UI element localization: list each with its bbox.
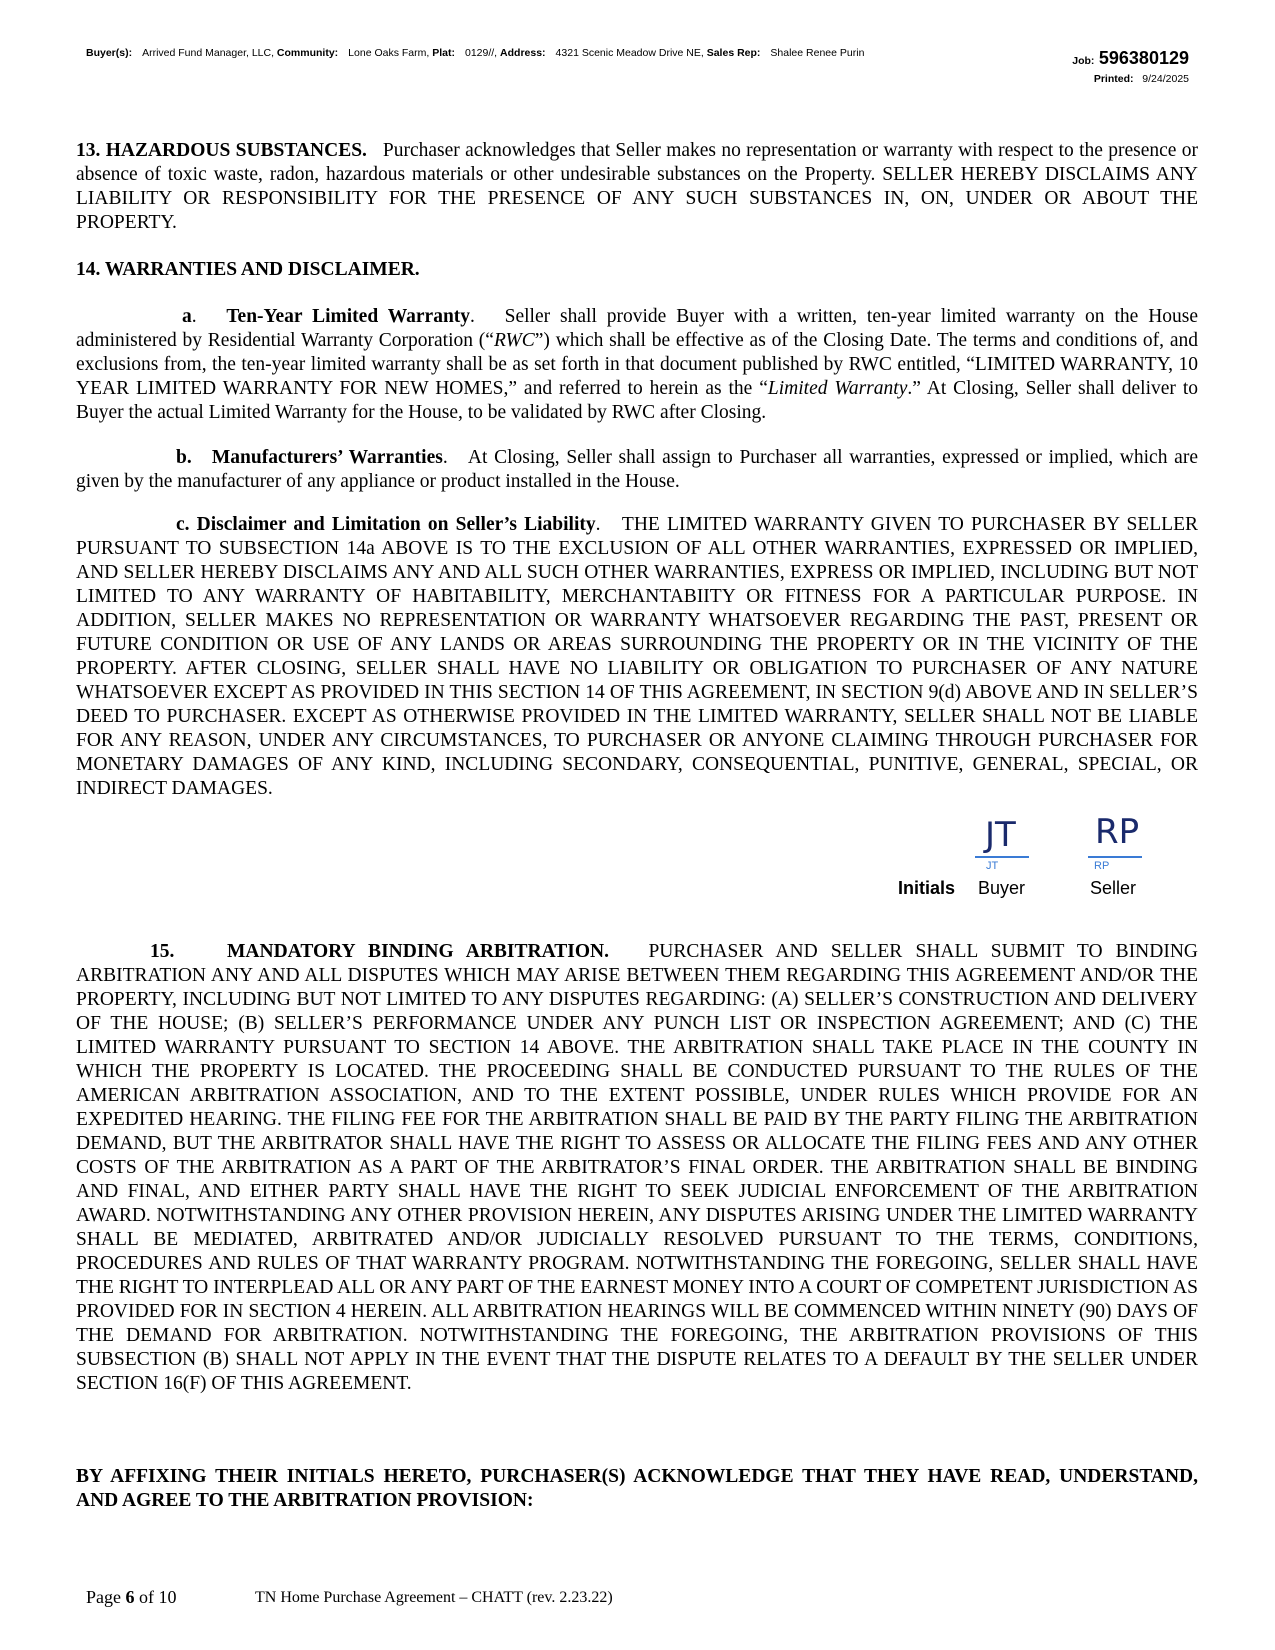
seller-initials-stamp: RP xyxy=(1094,860,1110,872)
address-value: 4321 Scenic Meadow Drive NE, xyxy=(555,47,704,59)
page-num: 6 xyxy=(125,1587,135,1607)
section-15-heading: MANDATORY BINDING ARBITRATION. xyxy=(227,941,609,962)
seller-label: Seller xyxy=(1090,878,1137,898)
seller-initials-signature: RP xyxy=(1095,812,1140,852)
plat-label: Plat: xyxy=(432,47,455,59)
page-prefix: Page xyxy=(86,1587,121,1607)
section-14-heading: 14. WARRANTIES AND DISCLAIMER. xyxy=(76,259,420,280)
plat-value: 0129//, xyxy=(464,47,498,59)
section-14a-limited-warranty: Limited Warranty xyxy=(767,378,908,399)
section-14a-rwc: RWC xyxy=(493,330,535,351)
header-info xyxy=(86,47,864,59)
section-14c-title: c. Disclaimer and Limitation on Seller’s Liability xyxy=(176,514,596,535)
section-14a: a. Ten-Year Limited Warranty. Seller shall provide Buyer with a written, ten-year limited warranty on the House administered by Residential Warranty Corporation (“RWC”) which shall be effective as of the Closing Date. The terms and conditions of, and exclusions from, the ten-year limited warranty shall be as set forth in that document published by RWC entitled, “LIMITED WARRANTY, 10 YEAR LIMITED WARRANTY FOR NEW HOMES,” and referred to herein as the “Limited Warranty.” At Closing, Seller shall deliver to Buyer the actual Limited Warranty for the House, to be validated by RWC after Closing. xyxy=(76,306,1199,423)
section-14a-text-1: Seller shall provide Buyer with a written, ten-year limited warranty on the House administered by Residential Warranty Corporation (“ xyxy=(76,306,1199,351)
buyer-initials-signature: JT xyxy=(985,815,1016,855)
printed-date-block xyxy=(1094,73,1189,85)
document-title: TN Home Purchase Agreement – CHATT (rev. 2.23.22) xyxy=(255,1589,613,1606)
page-of: of 10 xyxy=(139,1587,177,1607)
acknowledgement-block xyxy=(76,1465,1198,1513)
section-14-heading-block xyxy=(76,258,1198,282)
buyer-initials-line xyxy=(975,856,1029,858)
section-13 xyxy=(76,139,1198,235)
page-number xyxy=(86,1587,177,1608)
section-13-heading: 13. HAZARDOUS SUBSTANCES. xyxy=(76,140,367,161)
buyer-value: Arrived Fund Manager, LLC, xyxy=(142,47,274,59)
section-14c: c. Disclaimer and Limitation on Seller’s Liability. THE LIMITED WARRANTY GIVEN TO PURCHASER BY SELLER PURSUANT TO SUBSECTION 14a ABOVE IS TO THE EXCLUSION OF ALL OTHER WARRANTIES, EXPRESSED OR IMPLIED, AND SELLER HEREBY DISCLAIMS ANY AND ALL SUCH OTHER WARRANTIES, EXPRESS OR IMPLIED, INCLUDING BUT NOT LIMITED TO ANY WARRANTY OF HABITABILITY, MERCHANTABIITY OR FITNESS FOR A PARTICULAR PURPOSE. IN ADDITION, SELLER MAKES NO REPRESENTATION OR WARRANTY WHATSOEVER REGARDING THE PAST, PRESENT OR FUTURE CONDITION OR USE OF ANY LANDS OR AREAS SURROUNDING THE PROPERTY OR IN THE VICINITY OF THE PROPERTY. AFTER CLOSING, SELLER SHALL HAVE NO LIABILITY OR OBLIGATION TO PURCHASER OF ANY NATURE WHATSOEVER EXCEPT AS PROVIDED IN THIS SECTION 14 OF THIS AGREEMENT, IN SECTION 9(d) ABOVE AND IN SELLER’S DEED TO PURCHASER. EXCEPT AS OTHERWISE PROVIDED IN THE LIMITED WARRANTY, SELLER SHALL NOT BE LIABLE FOR ANY REASON, UNDER ANY CIRCUMSTANCES, TO PURCHASER OR ANYONE CLAIMING THROUGH PURCHASER FOR MONETARY DAMAGES OF ANY KIND, INCLUDING SECONDARY, CONSEQUENTIAL, PUNITIVE, GENERAL, SPECIAL, OR INDIRECT DAMAGES. xyxy=(76,514,1199,799)
seller-initials-line xyxy=(1088,856,1142,858)
section-14b: b. Manufacturers’ Warranties. At Closing, Seller shall assign to Purchaser all warranties, expressed or implied, which are given by the manufacturer of any appliance or product installed in the House. xyxy=(76,447,1198,492)
section-14b-text: At Closing, Seller shall assign to Purchaser all warranties, expressed or implied, which are given by the manufacturer of any appliance or product installed in the House. xyxy=(76,447,1198,492)
section-15-number: 15. xyxy=(150,941,175,962)
community-value: Lone Oaks Farm, xyxy=(348,47,430,59)
section-14a-label: a xyxy=(182,306,192,327)
section-14b-title: Manufacturers’ Warranties xyxy=(211,447,443,468)
sales-rep-label: Sales Rep: xyxy=(706,47,761,59)
buyer-initials-stamp: JT xyxy=(986,860,999,872)
initials-label: Initials xyxy=(898,878,956,898)
section-14a-text-2: ”) which shall be effective as of the Closing Date. The terms and conditions of, and exclusions from, the ten-year limited warranty shall be as set forth in that document published by RWC entitled, “LIMITED WARRANTY, 10 YEAR LIMITED WARRANTY FOR NEW HOMES,” and referred to herein as the “ xyxy=(76,330,1198,399)
job-label: Job: xyxy=(1072,55,1095,67)
printed-date: 9/24/2025 xyxy=(1142,73,1189,85)
section-14b-label: b. xyxy=(176,447,192,468)
job-number: 596380129 xyxy=(1098,48,1189,68)
section-13-text: Purchaser acknowledges that Seller makes no representation or warranty with respect to the presence or absence of toxic waste, radon, hazardous materials or other undesirable substances on the Property. SELLER HEREBY DISCLAIMS ANY LIABILITY OR RESPONSIBILITY FOR THE PRESENCE OF ANY SUCH SUBSTANCES IN, ON, UNDER OR ABOUT THE PROPERTY. xyxy=(76,140,1198,233)
section-14a-title: Ten-Year Limited Warranty xyxy=(226,306,471,327)
buyer-label: Buyer(s): xyxy=(86,47,133,59)
acknowledgement-text: BY AFFIXING THEIR INITIALS HERETO, PURCHASER(S) ACKNOWLEDGE THAT THEY HAVE READ, UNDERSTAND, AND AGREE TO THE ARBITRATION PROVISION: xyxy=(76,1466,1198,1511)
address-label: Address: xyxy=(500,47,546,59)
section-14a-text-3: .” At Closing, Seller shall deliver to Buyer the actual Limited Warranty for the House, to be validated by RWC after Closing. xyxy=(76,378,1198,423)
job-number-block xyxy=(1072,48,1189,69)
sales-rep-value: Shalee Renee Purin xyxy=(770,47,865,59)
printed-label: Printed: xyxy=(1093,73,1134,85)
section-15 xyxy=(76,940,1198,1396)
community-label: Community: xyxy=(276,47,339,59)
buyer-label: Buyer xyxy=(978,878,1026,898)
section-15-text: PURCHASER AND SELLER SHALL SUBMIT TO BINDING ARBITRATION ANY AND ALL DISPUTES WHICH MAY ARISE BETWEEN THEM REGARDING THIS AGREEMENT AND/OR THE PROPERTY, INCLUDING BUT NOT LIMITED TO ANY DISPUTES REGARDING: (A) SELLER’S CONSTRUCTION AND DELIVERY OF THE HOUSE; (B) SELLER’S PERFORMANCE UNDER ANY PUNCH LIST OR INSPECTION AGREEMENT; AND (C) THE LIMITED WARRANTY PURSUANT TO SECTION 14 ABOVE. THE ARBITRATION SHALL TAKE PLACE IN THE COUNTY IN WHICH THE PROPERTY IS LOCATED. THE PROCEEDING SHALL BE CONDUCTED PURSUANT TO THE RULES OF THE AMERICAN ARBITRATION ASSOCIATION, AND TO THE EXTENT POSSIBLE, UNDER RULES WHICH PROVIDE FOR AN EXPEDITED HEARING. THE FILING FEE FOR THE ARBITRATION SHALL BE PAID BY THE PARTY FILING THE ARBITRATION DEMAND, BUT THE ARBITRATOR SHALL HAVE THE RIGHT TO ASSESS OR ALLOCATE THE FILING FEES AND ANY OTHER COSTS OF THE ARBITRATION AS A PART OF THE ARBITRATOR’S FINAL ORDER. THE ARBITRATION SHALL BE BINDING AND FINAL, AND EITHER PARTY SHALL HAVE THE RIGHT TO SEEK JUDICIAL ENFORCEMENT OF THE ARBITRATION AWARD. NOTWITHSTANDING ANY OTHER PROVISION HEREIN, ANY DISPUTES ARISING UNDER THE LIMITED WARRANTY SHALL BE MEDIATED, ARBITRATED AND/OR JUDICIALLY RESOLVED PURSUANT TO THE TERMS, CONDITIONS, PROCEDURES AND RULES OF THAT WARRANTY PROGRAM. NOTWITHSTANDING THE FOREGOING, SELLER SHALL HAVE THE RIGHT TO INTERPLEAD ALL OR ANY PART OF THE EARNEST MONEY INTO A COURT OF COMPETENT JURISDICTION AS PROVIDED FOR IN SECTION 4 HEREIN. ALL ARBITRATION HEARINGS WILL BE COMMENCED WITHIN NINETY (90) DAYS OF THE DEMAND FOR ARBITRATION. NOTWITHSTANDING THE FOREGOING, THE ARBITRATION PROVISIONS OF THIS SUBSECTION (B) SHALL NOT APPLY IN THE EVENT THAT THE DISPUTE RELATES TO A DEFAULT BY THE SELLER UNDER SECTION 16(F) OF THIS AGREEMENT. xyxy=(76,941,1199,1394)
section-14c-text: THE LIMITED WARRANTY GIVEN TO PURCHASER BY SELLER PURSUANT TO SUBSECTION 14a ABOVE IS TO THE EXCLUSION OF ALL OTHER WARRANTIES, EXPRESSED OR IMPLIED, AND SELLER HEREBY DISCLAIMS ANY AND ALL SUCH OTHER WARRANTIES, EXPRESS OR IMPLIED, INCLUDING BUT NOT LIMITED TO ANY WARRANTY OF HABITABILITY, MERCHANTABIITY OR FITNESS FOR A PARTICULAR PURPOSE. IN ADDITION, SELLER MAKES NO REPRESENTATION OR WARRANTY WHATSOEVER REGARDING THE PAST, PRESENT OR FUTURE CONDITION OR USE OF ANY LANDS OR AREAS SURROUNDING THE PROPERTY OR IN THE VICINITY OF THE PROPERTY. AFTER CLOSING, SELLER SHALL HAVE NO LIABILITY OR OBLIGATION TO PURCHASER OF ANY NATURE WHATSOEVER EXCEPT AS PROVIDED IN THIS SECTION 14 OF THIS AGREEMENT, IN SECTION 9(d) ABOVE AND IN SELLER’S DEED TO PURCHASER. EXCEPT AS OTHERWISE PROVIDED IN THE LIMITED WARRANTY, SELLER SHALL NOT BE LIABLE FOR ANY REASON, UNDER ANY CIRCUMSTANCES, TO PURCHASER OR ANYONE CLAIMING THROUGH PURCHASER FOR MONETARY DAMAGES OF ANY KIND, INCLUDING SECONDARY, CONSEQUENTIAL, PUNITIVE, GENERAL, SPECIAL, OR INDIRECT DAMAGES. xyxy=(76,514,1199,799)
